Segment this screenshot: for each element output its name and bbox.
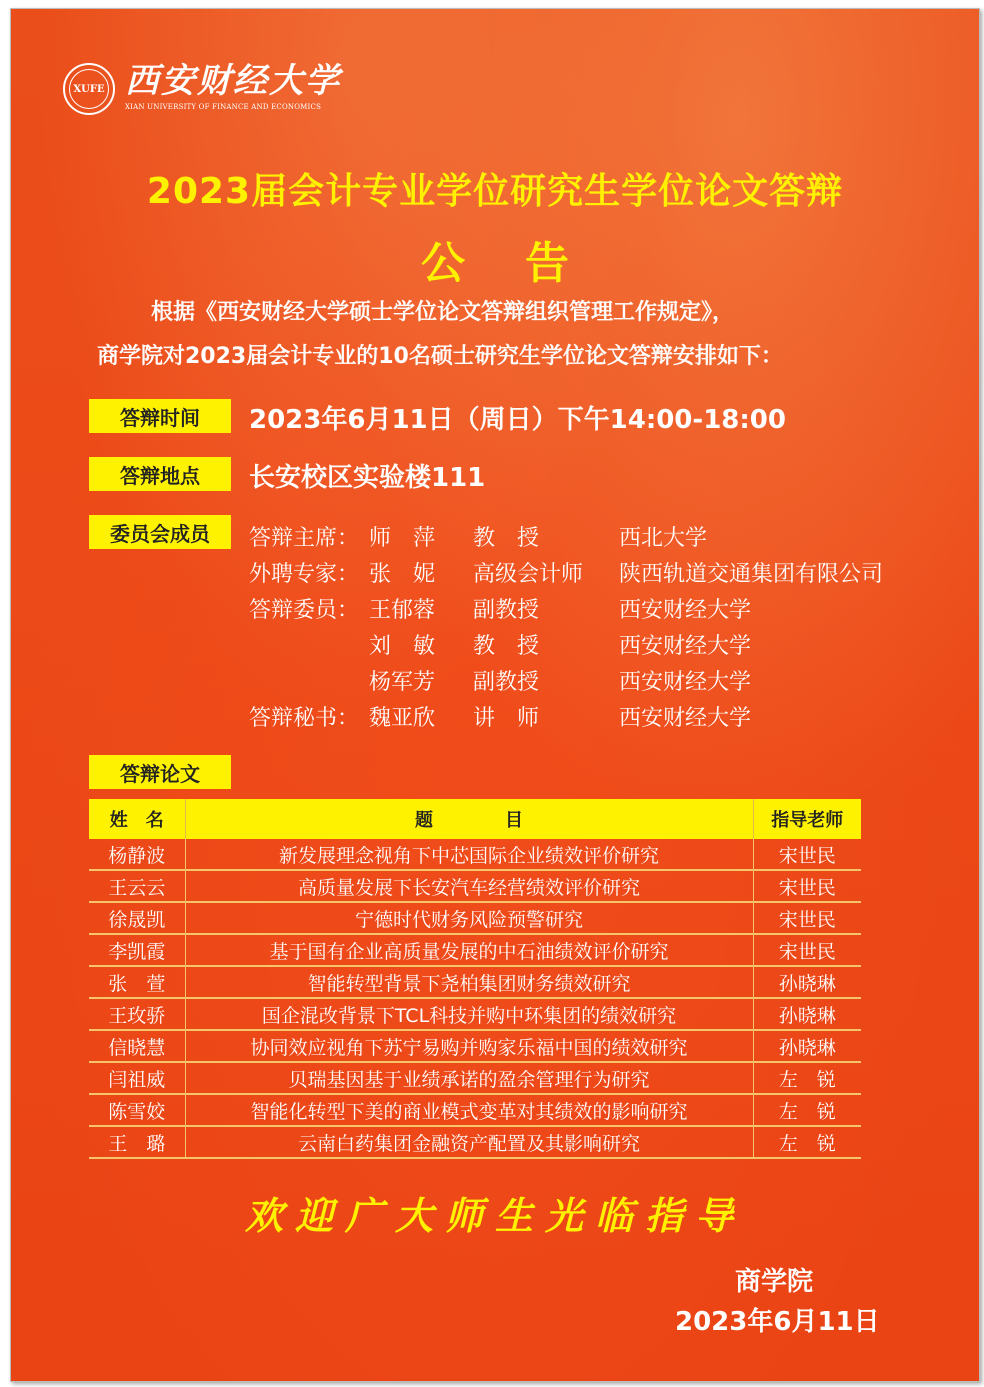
- table-row: [89, 1030, 861, 1062]
- member-org: 西安财经大学: [619, 706, 752, 731]
- student-name: 王 璐: [89, 1126, 185, 1158]
- member-title: 副教授: [473, 670, 540, 695]
- student-name: 陈雪姣: [89, 1094, 185, 1126]
- signature-org: 商学院: [735, 1267, 814, 1297]
- time-value: 2023年6月11日（周日）下午14:00-18:00: [249, 405, 786, 435]
- member-name: 刘 敏: [369, 634, 436, 659]
- advisor-name: 宋世民: [753, 839, 861, 870]
- table-row: [89, 934, 861, 966]
- member-name: 魏亚欣: [369, 706, 436, 731]
- student-name: 杨静波: [89, 839, 185, 870]
- thesis-topic: 智能转型背景下尧柏集团财务绩效研究: [185, 966, 753, 998]
- signature-date: 2023年6月11日: [675, 1307, 880, 1337]
- poster-subtitle: 公告: [421, 238, 629, 289]
- advisor-name: 宋世民: [753, 902, 861, 934]
- thesis-topic: 智能化转型下美的商业模式变革对其绩效的影响研究: [185, 1094, 753, 1126]
- table-row: [89, 998, 861, 1030]
- advisor-name: 左 锐: [753, 1126, 861, 1158]
- thesis-topic: 高质量发展下长安汽车经营绩效评价研究: [185, 870, 753, 902]
- welcome-message: 欢迎广大师生光临指导: [244, 1193, 745, 1238]
- table-row: [89, 1126, 861, 1158]
- emblem-text: XUFE: [69, 69, 109, 109]
- member-org: 西安财经大学: [619, 598, 752, 623]
- student-name: 信晓慧: [89, 1030, 185, 1062]
- advisor-name: 孙晓琳: [753, 966, 861, 998]
- table-row: [89, 1062, 861, 1094]
- advisor-name: 孙晓琳: [753, 1030, 861, 1062]
- committee-label: 委员会成员: [89, 515, 231, 549]
- member-name: 师 萍: [369, 526, 436, 551]
- student-name: 王云云: [89, 870, 185, 902]
- student-name: 李凯霞: [89, 934, 185, 966]
- thesis-topic: 云南白药集团金融资产配置及其影响研究: [185, 1126, 753, 1158]
- theses-label: 答辩论文: [89, 755, 231, 789]
- table-header-row: [89, 799, 861, 839]
- member-title: 教 授: [473, 526, 540, 551]
- member-role: 外聘专家：: [249, 562, 360, 587]
- member-name: 杨军芳: [369, 670, 436, 695]
- intro-line-1: 根据《西安财经大学硕士学位论文答辩组织管理工作规定》，: [151, 300, 735, 325]
- advisor-name: 左 锐: [753, 1094, 861, 1126]
- place-label: 答辩地点: [89, 457, 231, 491]
- member-role: 答辩委员：: [249, 598, 360, 623]
- member-org: 陕西轨道交通集团有限公司: [619, 562, 884, 587]
- poster-title: 2023届会计专业学位研究生学位论文答辩: [146, 171, 844, 212]
- header-name: 姓 名: [89, 799, 185, 839]
- member-org: 西北大学: [619, 526, 708, 551]
- student-name: 张 萱: [89, 966, 185, 998]
- thesis-topic: 基于国有企业高质量发展的中石油绩效评价研究: [185, 934, 753, 966]
- student-name: 徐晟凯: [89, 902, 185, 934]
- thesis-table: [89, 799, 861, 1159]
- university-name-cn: 西安财经大学: [125, 61, 341, 101]
- advisor-name: 宋世民: [753, 934, 861, 966]
- university-logo: [63, 59, 383, 121]
- member-role: 答辩主席：: [249, 526, 360, 551]
- table-row: [89, 1094, 861, 1126]
- place-value: 长安校区实验楼111: [249, 463, 486, 493]
- advisor-name: 宋世民: [753, 870, 861, 902]
- table-row: [89, 966, 861, 998]
- thesis-topic: 新发展理念视角下中芯国际企业绩效评价研究: [185, 839, 753, 870]
- member-name: 王郁蓉: [369, 598, 436, 623]
- member-title: 高级会计师: [473, 562, 584, 587]
- intro-line-2: 商学院对2023届会计专业的10名硕士研究生学位论文答辩安排如下：: [97, 344, 783, 369]
- table-row: [89, 870, 861, 902]
- header-topic: 题 目: [185, 799, 753, 839]
- member-org: 西安财经大学: [619, 634, 752, 659]
- thesis-topic: 协同效应视角下苏宁易购并购家乐福中国的绩效研究: [185, 1030, 753, 1062]
- member-title: 副教授: [473, 598, 540, 623]
- announcement-poster: [10, 8, 980, 1382]
- member-title: 讲 师: [473, 706, 540, 731]
- advisor-name: 孙晓琳: [753, 998, 861, 1030]
- university-name-en: XIAN UNIVERSITY OF FINANCE AND ECONOMICS: [125, 103, 322, 111]
- header-advisor: 指导老师: [753, 799, 861, 839]
- advisor-name: 左 锐: [753, 1062, 861, 1094]
- table-row: [89, 902, 861, 934]
- time-label: 答辩时间: [89, 399, 231, 433]
- member-role: 答辩秘书：: [249, 706, 360, 731]
- thesis-topic: 宁德时代财务风险预警研究: [185, 902, 753, 934]
- student-name: 王玫骄: [89, 998, 185, 1030]
- university-emblem-icon: [63, 63, 115, 115]
- member-title: 教 授: [473, 634, 540, 659]
- member-name: 张 妮: [369, 562, 436, 587]
- student-name: 闫祖威: [89, 1062, 185, 1094]
- member-org: 西安财经大学: [619, 670, 752, 695]
- thesis-topic: 国企混改背景下TCL科技并购中环集团的绩效研究: [185, 998, 753, 1030]
- thesis-topic: 贝瑞基因基于业绩承诺的盈余管理行为研究: [185, 1062, 753, 1094]
- table-row: [89, 839, 861, 870]
